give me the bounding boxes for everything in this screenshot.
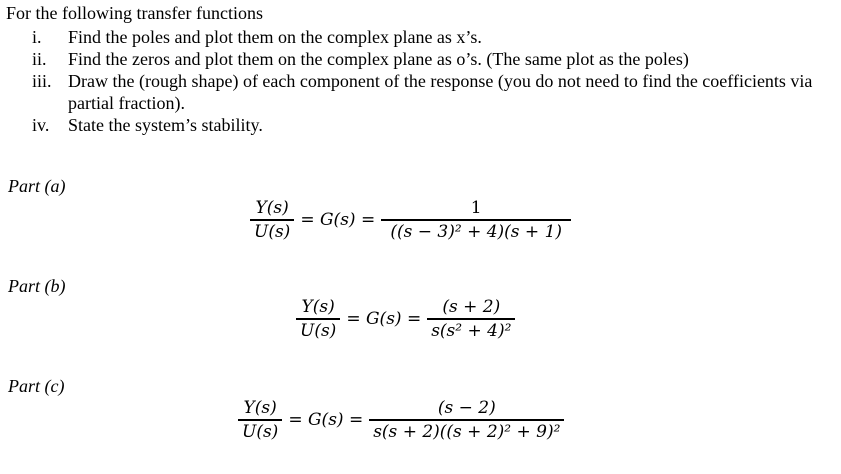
lhs-numerator: Y(s)	[243, 398, 277, 418]
part-b-equation	[296, 297, 515, 341]
equals-g-of-s: = G(s) =	[346, 308, 422, 329]
rhs-denominator: s(s² + 4)²	[431, 320, 512, 341]
fraction-bar	[296, 318, 340, 320]
equals-g-of-s: = G(s) =	[300, 209, 376, 230]
instruction-item	[32, 70, 838, 114]
item-text: Find the poles and plot them on the complex plane as x’s.	[68, 27, 482, 47]
part-a-equation	[250, 198, 571, 242]
fraction-bar	[427, 318, 515, 320]
rhs-numerator: (s + 2)	[442, 297, 501, 317]
part-b-label: Part (b)	[8, 276, 66, 296]
rhs-fraction	[381, 198, 571, 242]
instruction-item	[32, 114, 838, 136]
part-a-label: Part (a)	[8, 176, 66, 196]
lhs-denominator: U(s)	[242, 421, 279, 442]
part-c-label: Part (c)	[8, 376, 65, 396]
equals-g-of-s: = G(s) =	[288, 409, 364, 430]
rhs-numerator: (s − 2)	[437, 398, 496, 418]
item-text: State the system’s stability.	[68, 115, 263, 135]
rhs-fraction	[369, 398, 564, 442]
instruction-item	[32, 48, 838, 70]
instruction-list	[32, 26, 838, 136]
instruction-item	[32, 26, 838, 48]
lhs-numerator: Y(s)	[255, 198, 289, 218]
lhs-fraction	[296, 297, 340, 341]
rhs-fraction	[427, 297, 515, 341]
lhs-denominator: U(s)	[300, 320, 337, 341]
rhs-denominator: ((s − 3)² + 4)(s + 1)	[390, 221, 563, 242]
fraction-bar	[250, 219, 294, 221]
lhs-denominator: U(s)	[254, 221, 291, 242]
fraction-bar	[381, 219, 571, 221]
item-text: Draw the (rough shape) of each component of the response (you do not need to find the coefficients via partial fraction).	[68, 71, 813, 113]
lhs-fraction	[238, 398, 282, 442]
item-number: i.	[32, 27, 42, 47]
item-number: iv.	[32, 115, 50, 135]
item-number: ii.	[32, 49, 47, 69]
lhs-fraction	[250, 198, 294, 242]
item-number: iii.	[32, 71, 52, 91]
intro-text: For the following transfer functions	[6, 3, 263, 23]
lhs-numerator: Y(s)	[301, 297, 335, 317]
fraction-bar	[238, 419, 282, 421]
rhs-numerator: 1	[470, 198, 482, 218]
fraction-bar	[369, 419, 564, 421]
part-c-equation	[238, 398, 564, 442]
item-text: Find the zeros and plot them on the complex plane as o’s. (The same plot as the poles)	[68, 49, 689, 69]
rhs-denominator: s(s + 2)((s + 2)² + 9)²	[373, 421, 561, 442]
